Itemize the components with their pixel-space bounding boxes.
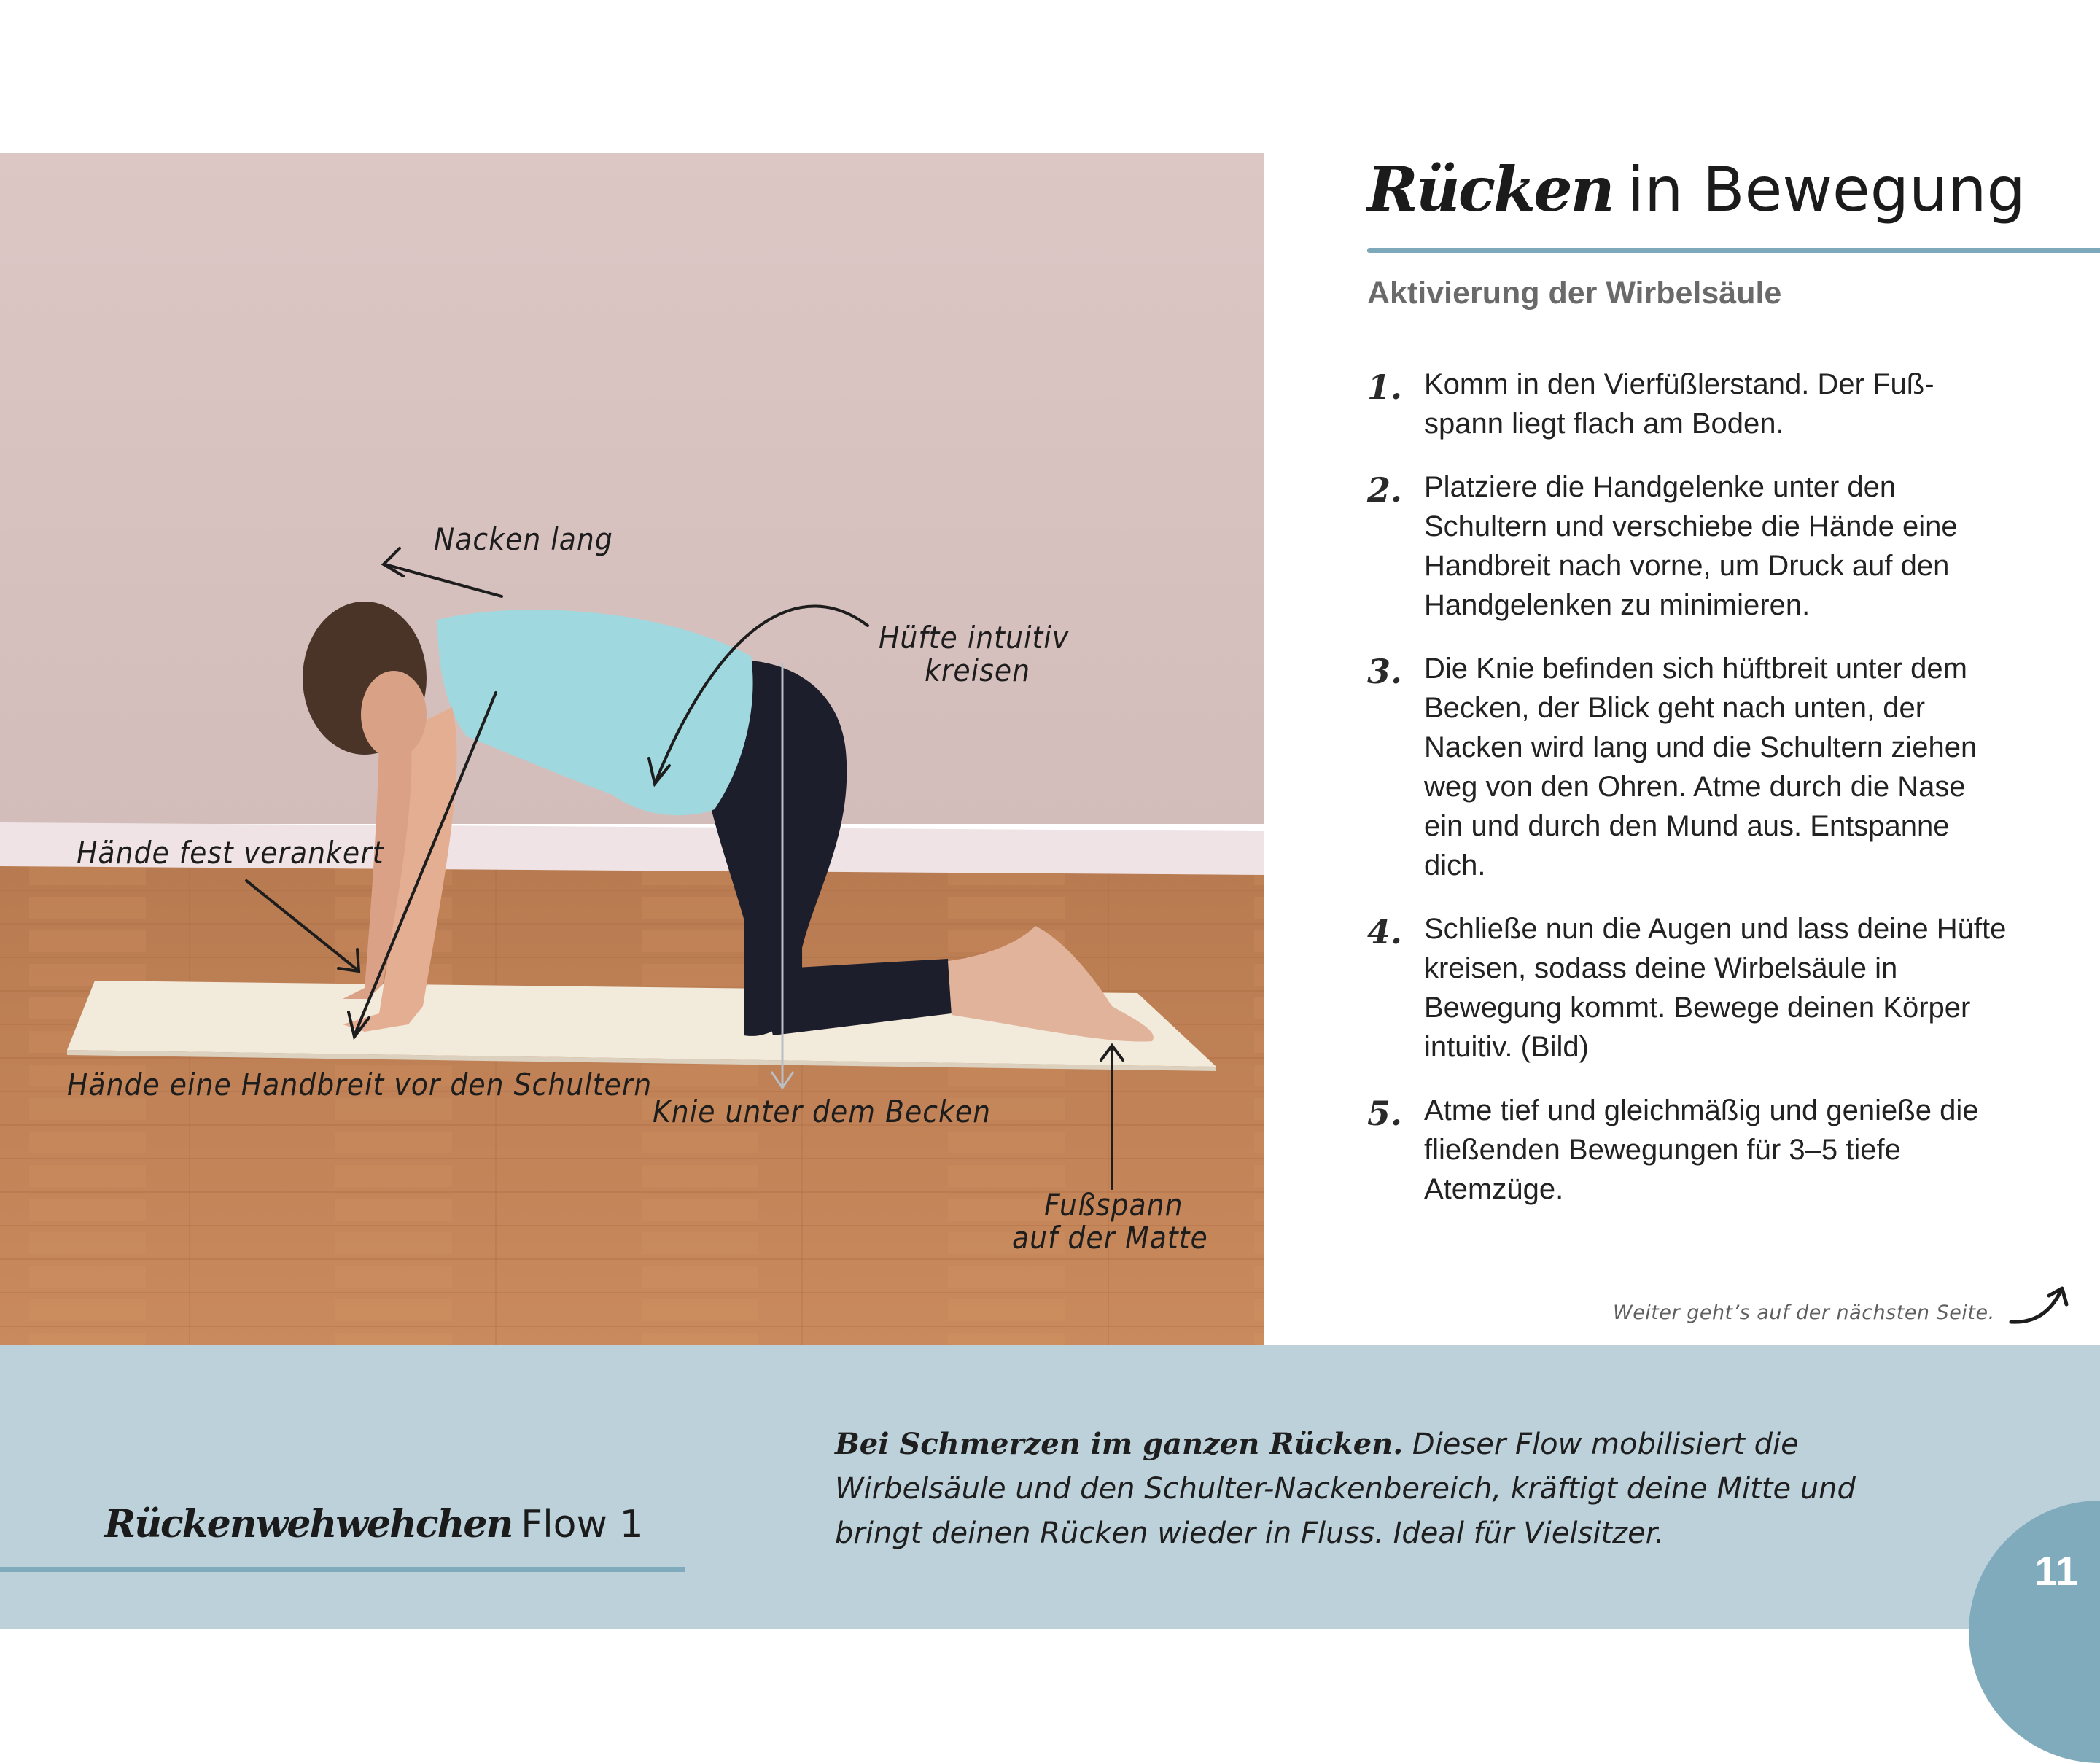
annotation-instep-line1: Fußspann bbox=[1044, 1187, 1183, 1223]
annotation-hands-anchored: Hände fest verankert bbox=[77, 835, 384, 871]
step-number: 2. bbox=[1367, 470, 1403, 510]
flow-title-rest: Flow 1 bbox=[521, 1503, 644, 1546]
subheading: Aktivierung der Wirbelsäule bbox=[1367, 276, 1782, 311]
flow-description-lead: Bei Schmerzen im ganzen Rücken. bbox=[835, 1427, 1404, 1461]
title-divider bbox=[1367, 248, 2100, 253]
continue-note: Weiter geht’s auf der nächsten Seite. bbox=[1613, 1301, 1995, 1324]
steps-list bbox=[1367, 365, 2067, 1233]
annotation-instep-line2: auf der Matte bbox=[1012, 1220, 1208, 1256]
flow-title-divider bbox=[0, 1567, 685, 1572]
annotation-hip-line1: Hüfte intuitiv bbox=[879, 620, 1070, 655]
page-title bbox=[1367, 153, 2026, 225]
annotation-hands-forward: Hände eine Handbreit vor den Schultern bbox=[67, 1067, 653, 1102]
step-item bbox=[1367, 365, 2067, 443]
flow-description-body: Dieser Flow mobilisiert die Wirbelsäule und den Schulter-Nackenbereich, kräftigt deine Mitte und bringt deinen Rücken wieder in Fluss. Ideal für Vielsitzer. bbox=[835, 1428, 1856, 1550]
step-text: Atme tief und gleichmäßig und genieße die fließenden Bewegungen für 3–5 tiefe Atemzüge. bbox=[1424, 1094, 1979, 1205]
annotation-neck: Nacken lang bbox=[434, 521, 613, 557]
annotation-knees: Knie unter dem Becken bbox=[653, 1094, 992, 1129]
photo-illustration bbox=[0, 153, 1264, 1345]
curved-arrow-icon bbox=[2005, 1280, 2071, 1334]
step-item bbox=[1367, 909, 2067, 1067]
flow-description bbox=[835, 1422, 1951, 1556]
title-script: Rücken bbox=[1367, 153, 1613, 225]
step-number: 4. bbox=[1367, 912, 1403, 951]
step-number: 5. bbox=[1367, 1094, 1403, 1133]
step-text: Platziere die Handgelenke unter den Schultern und verschiebe die Hände eine Handbreit nach vorne, um Druck auf den Handgelenken zu minimieren. bbox=[1424, 471, 1958, 621]
step-number: 1. bbox=[1367, 367, 1403, 407]
flow-title-script: Rückenwehwehchen bbox=[104, 1502, 513, 1546]
step-item bbox=[1367, 649, 2067, 885]
step-item bbox=[1367, 467, 2067, 625]
title-rest: in Bewegung bbox=[1627, 154, 2026, 225]
step-text: Die Knie befinden sich hüftbreit unter dem Becken, der Blick geht nach unten, der Nacken wird lang und die Schultern ziehen weg von den Ohren. Atme durch die Nase ein und durch den Mund aus. Entspanne dich. bbox=[1424, 653, 1978, 882]
page-number: 11 bbox=[2034, 1548, 2078, 1594]
flow-title bbox=[104, 1502, 644, 1546]
step-number: 3. bbox=[1367, 652, 1403, 691]
step-text: Schließe nun die Augen und lass deine Hüfte kreisen, sodass deine Wirbelsäule in Bewegung kommt. Bewege deinen Körper intuitiv. (Bild) bbox=[1424, 913, 2007, 1063]
annotation-hip-line2: kreisen bbox=[925, 653, 1031, 688]
step-item bbox=[1367, 1091, 2067, 1209]
step-text: Komm in den Vierfüßlerstand. Der Fuß-spann liegt flach am Boden. bbox=[1424, 368, 1934, 440]
exercise-photo bbox=[0, 153, 1264, 1345]
